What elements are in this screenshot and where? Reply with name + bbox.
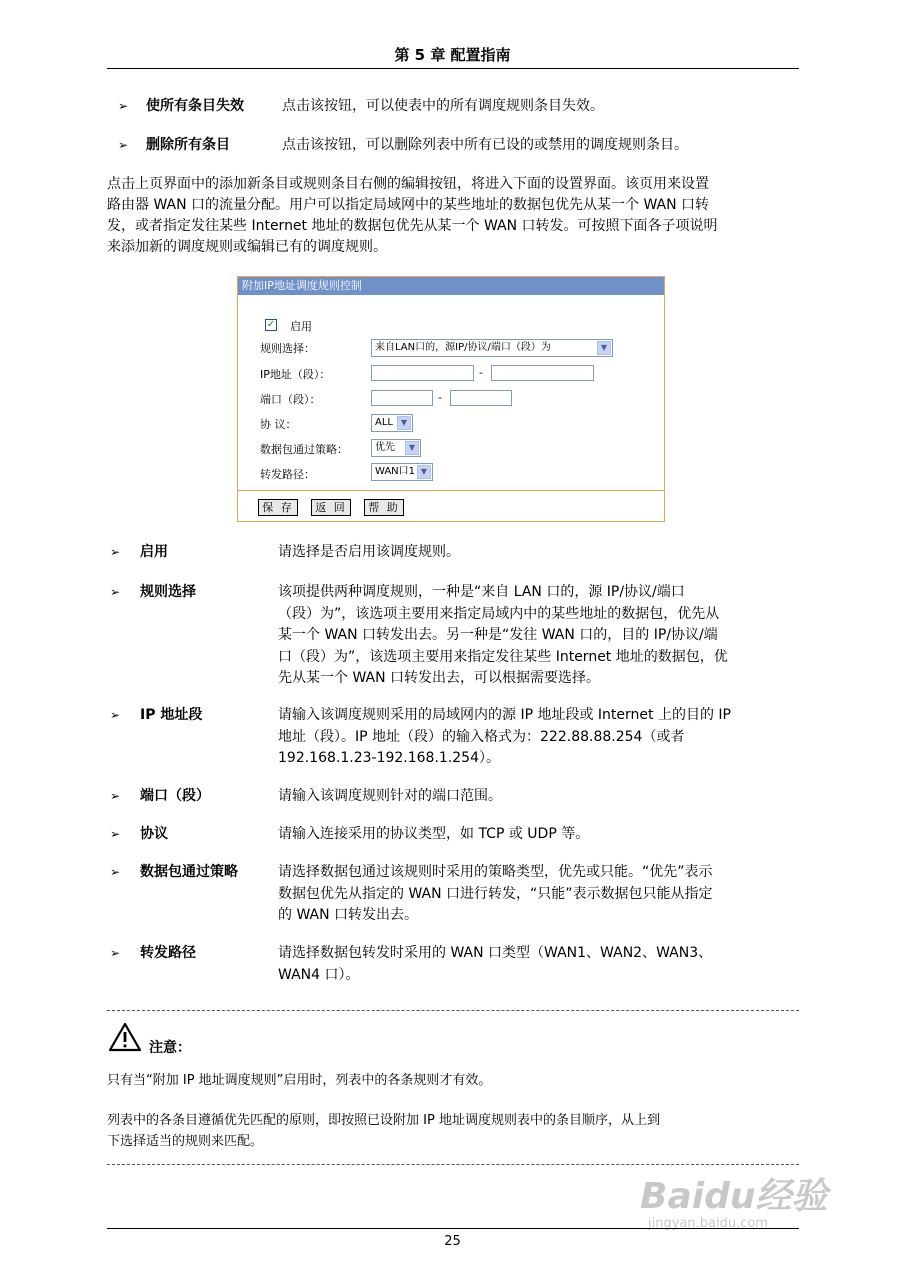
- bullet-arrow-icon: ➢: [110, 789, 121, 803]
- field-desc: [278, 705, 790, 770]
- bullet-arrow-icon: ➢: [110, 946, 121, 960]
- chevron-down-icon: ▼: [597, 341, 611, 355]
- port-start-input[interactable]: [371, 390, 433, 406]
- field-desc: [278, 943, 790, 986]
- desc-line: 请输入该调度规则针对的端口范围。: [278, 788, 502, 804]
- field-term: IP 地址段: [140, 707, 203, 723]
- note-line: 下选择适当的规则来匹配。: [107, 1134, 264, 1149]
- policy-label: 数据包通过策略：: [260, 443, 348, 456]
- warning-icon: [108, 1022, 142, 1052]
- field-term: 启用: [140, 544, 168, 560]
- chevron-down-icon: ▼: [417, 465, 431, 479]
- help-button[interactable]: 帮 助: [364, 499, 404, 516]
- desc-line: 请选择数据包通过该规则时采用的策略类型，优先或只能。“优先”表示: [278, 864, 713, 880]
- ip-schedule-panel: [237, 276, 665, 522]
- field-term: 转发路径: [140, 945, 196, 961]
- field-desc: [278, 786, 790, 808]
- page-number: 25: [444, 1234, 461, 1249]
- intro-line: 发，或者指定发往某些 Internet 地址的数据包优先从某一个 WAN 口转发。可按照下面各子项说明: [107, 218, 718, 234]
- bullet-desc: 点击该按钮，可以删除列表中所有已设的或禁用的调度规则条目。: [282, 137, 688, 153]
- field-desc: [278, 582, 790, 690]
- desc-line: 请输入该调度规则采用的局域网内的源 IP 地址段或 Internet 上的目的 IP: [278, 707, 731, 723]
- protocol-label: 协 议：: [260, 418, 297, 431]
- intro-line: 路由器 WAN 口的流量分配。用户可以指定局域网中的某些地址的数据包优先从某一个 WAN 口转: [107, 197, 710, 213]
- save-button[interactable]: 保 存: [258, 499, 298, 516]
- field-desc: [278, 824, 790, 846]
- intro-line: 来添加新的调度规则或编辑已有的调度规则。: [107, 239, 387, 255]
- bullet-arrow-icon: ➢: [118, 138, 129, 152]
- route-select[interactable]: [371, 463, 433, 481]
- field-term: 协议: [140, 826, 168, 842]
- panel-title: 附加IP地址调度规则控制: [238, 277, 664, 295]
- field-desc: [278, 862, 790, 927]
- chevron-down-icon: ▼: [397, 416, 411, 430]
- ip-end-input[interactable]: [491, 365, 594, 381]
- port-label: 端口（段）：: [260, 393, 321, 406]
- footer-rule: [107, 1228, 799, 1229]
- note-heading: 注意：: [149, 1040, 191, 1056]
- bullet-arrow-icon: ➢: [110, 865, 121, 879]
- desc-line: 的 WAN 口转发出去。: [278, 907, 419, 923]
- desc-line: 请选择数据包转发时采用的 WAN 口类型（WAN1、WAN2、WAN3、: [278, 945, 713, 961]
- desc-line: 某一个 WAN 口转发出去。另一种是“发往 WAN 口的，目的 IP/协议/端: [278, 627, 718, 643]
- desc-line: 地址（段）。IP 地址（段）的输入格式为：222.88.88.254（或者: [278, 728, 685, 745]
- note-top-border: [107, 1010, 799, 1011]
- note-bottom-border: [107, 1164, 799, 1165]
- route-select-value: WAN口1: [375, 466, 416, 477]
- note-line: 只有当“附加 IP 地址调度规则”启用时，列表中的各条规则才有效。: [107, 1073, 492, 1088]
- field-term: 规则选择: [140, 584, 196, 600]
- desc-line: 192.168.1.23-192.168.1.254）。: [278, 750, 500, 766]
- desc-line: 该项提供两种调度规则，一种是“来自 LAN 口的，源 IP/协议/端口: [278, 584, 685, 600]
- rule-label: 规则选择：: [260, 342, 315, 355]
- header-rule: [107, 68, 799, 69]
- desc-line: WAN4 口）。: [278, 966, 360, 983]
- ip-start-input[interactable]: [371, 365, 474, 381]
- bullet-arrow-icon: ➢: [110, 585, 121, 599]
- desc-line: 请输入连接采用的协议类型，如 TCP 或 UDP 等。: [278, 826, 590, 842]
- desc-line: 数据包优先从指定的 WAN 口进行转发，“只能”表示数据包只能从指定: [278, 885, 713, 902]
- baidu-watermark: Baidu经验: [640, 1176, 828, 1217]
- desc-line: 请选择是否启用该调度规则。: [278, 544, 460, 560]
- bullet-arrow-icon: ➢: [110, 708, 121, 722]
- chapter-title: 第 5 章 配置指南: [394, 46, 511, 64]
- note-line: 列表中的各条目遵循优先匹配的原则，即按照已设附加 IP 地址调度规则表中的条目顺序，从上到: [107, 1113, 660, 1128]
- bullet-desc: 点击该按钮，可以使表中的所有调度规则条目失效。: [282, 98, 604, 114]
- bullet-delete-all: [0, 133, 905, 157]
- bullet-arrow-icon: ➢: [110, 545, 121, 559]
- bullet-arrow-icon: ➢: [110, 827, 121, 841]
- panel-divider: [238, 490, 664, 491]
- desc-line: 口（段）为”，该选项主要用来指定发往某些 Internet 地址的数据包，优: [278, 648, 728, 665]
- bullet-term: 使所有条目失效: [146, 98, 244, 114]
- ip-label: IP地址（段）：: [260, 368, 331, 381]
- enable-checkbox[interactable]: ✓: [266, 319, 276, 330]
- policy-select-value: 优先: [375, 442, 395, 453]
- desc-line: 先从某一个 WAN 口转发出去，可以根据需要选择。: [278, 670, 601, 686]
- enable-label: 启用: [290, 320, 312, 333]
- watermark-url: jingyan.baidu.com: [648, 1216, 768, 1231]
- rule-select-value: 来自LAN口的，源IP/协议/端口（段）为: [375, 342, 551, 353]
- rule-select[interactable]: [371, 339, 613, 357]
- protocol-select-value: ALL: [375, 417, 393, 428]
- range-separator: -: [438, 391, 442, 404]
- bullet-term: 删除所有条目: [146, 137, 230, 153]
- range-separator: -: [479, 366, 483, 379]
- bullet-disable-all: [0, 94, 905, 118]
- field-desc: [278, 542, 790, 564]
- intro-line: 点击上页界面中的添加新条目或规则条目右侧的编辑按钮，将进入下面的设置界面。该页用来设置: [107, 176, 709, 192]
- desc-line: （段）为”，该选项主要用来指定局域内中的某些地址的数据包，优先从: [278, 605, 720, 622]
- intro-paragraph: [107, 174, 797, 258]
- bullet-arrow-icon: ➢: [118, 99, 129, 113]
- field-term: 数据包通过策略: [140, 864, 238, 880]
- route-label: 转发路径：: [260, 468, 315, 481]
- field-term: 端口（段）: [140, 788, 210, 804]
- policy-select[interactable]: [371, 439, 421, 457]
- chevron-down-icon: ▼: [405, 441, 419, 455]
- back-button[interactable]: 返 回: [311, 499, 351, 516]
- protocol-select[interactable]: [371, 414, 413, 432]
- port-end-input[interactable]: [450, 390, 512, 406]
